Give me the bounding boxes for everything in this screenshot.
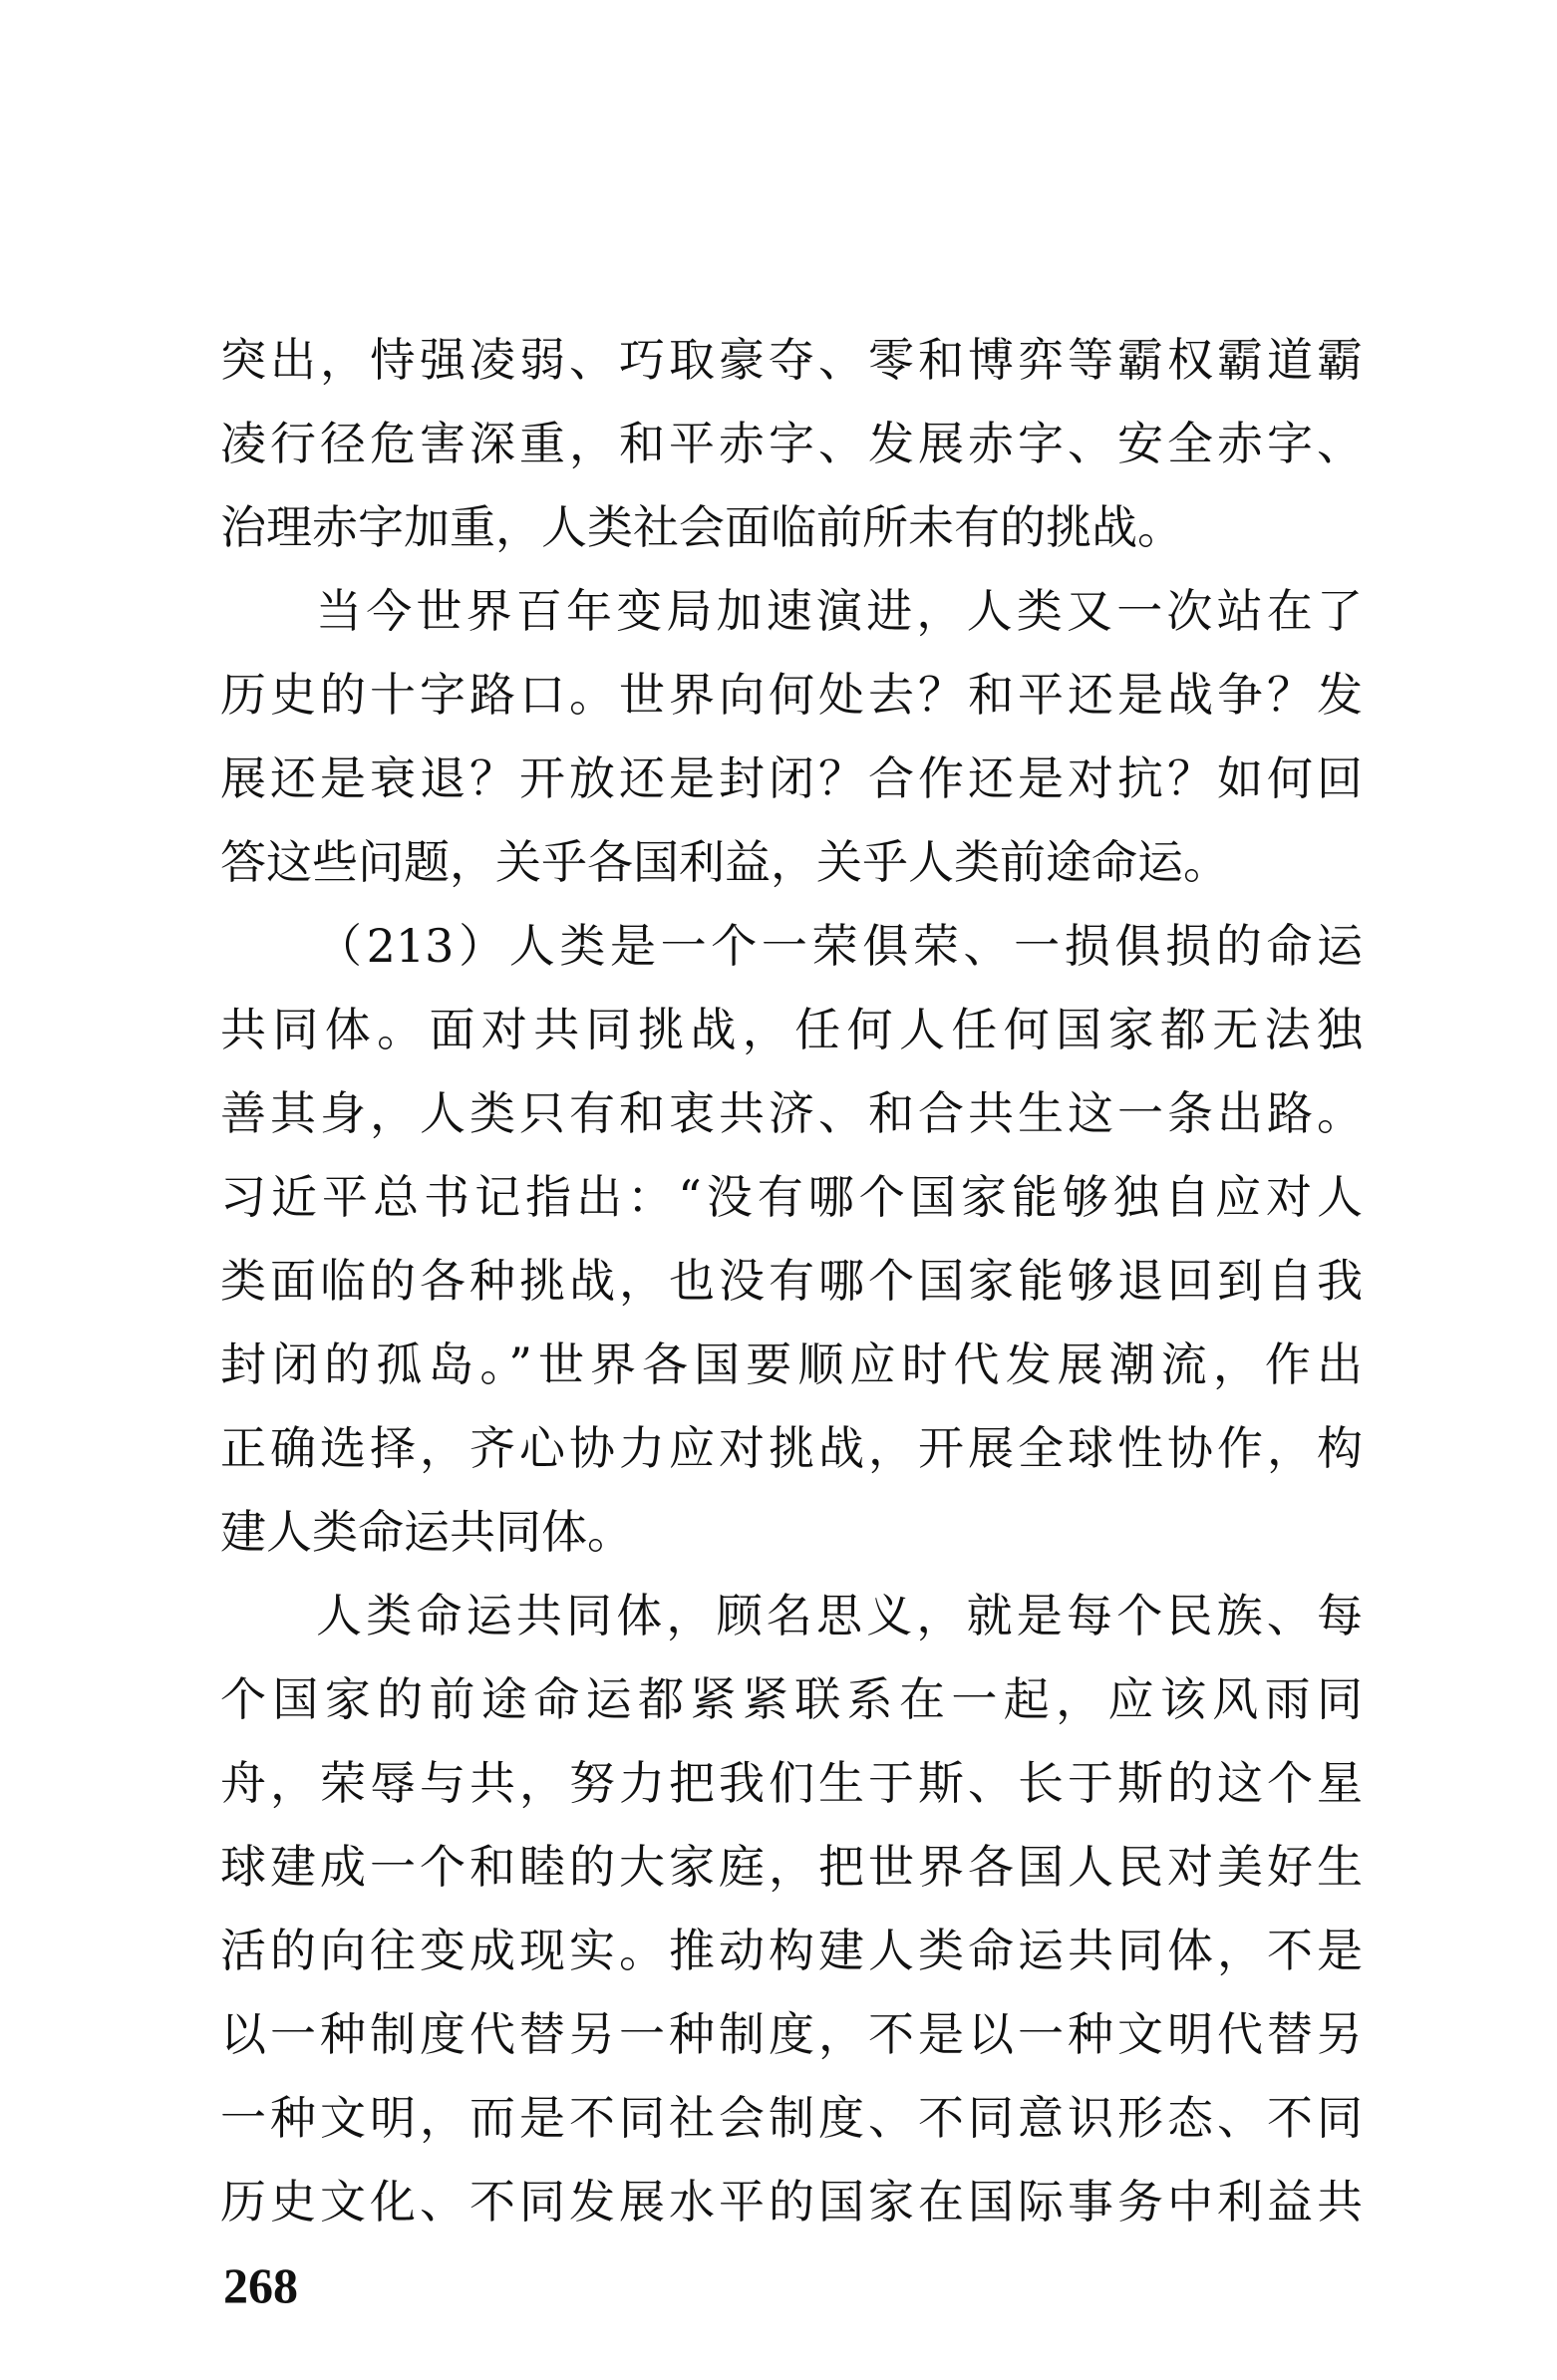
- paragraph: [220, 1574, 1363, 2243]
- body-text: [220, 318, 1363, 2243]
- text-line: 建人类命运共同体。: [220, 1505, 633, 1559]
- text-line: 展还是衰退？开放还是封闭？合作还是对抗？如何回: [220, 751, 1363, 805]
- text-line: 当今世界百年变局加速演进，人类又一次站在了: [316, 584, 1363, 638]
- paragraph: [220, 569, 1363, 904]
- page-number: 268: [223, 2257, 298, 2313]
- text-line: 凌行径危害深重，和平赤字、发展赤字、安全赤字、: [220, 417, 1363, 470]
- text-line: （213）人类是一个一荣俱荣、一损俱损的命运: [316, 919, 1363, 973]
- text-line: 类面临的各种挑战，也没有哪个国家能够退回到自我: [220, 1254, 1363, 1308]
- text-line: 突出，恃强凌弱、巧取豪夺、零和博弈等霸权霸道霸: [220, 333, 1363, 387]
- text-line: 治理赤字加重，人类社会面临前所未有的挑战。: [220, 500, 1183, 554]
- text-line: 人类命运共同体，顾名思义，就是每个民族、每: [316, 1589, 1363, 1642]
- text-line: 共同体。面对共同挑战，任何人任何国家都无法独: [220, 1003, 1363, 1056]
- text-line: 封闭的孤岛。”世界各国要顺应时代发展潮流，作出: [220, 1338, 1363, 1391]
- text-line: 习近平总书记指出：“没有哪个国家能够独自应对人: [220, 1170, 1363, 1224]
- text-line: 个国家的前途命运都紧紧联系在一起，应该风雨同: [220, 1672, 1363, 1726]
- paragraph-numbered: [220, 904, 1363, 1574]
- text-line: 历史文化、不同发展水平的国家在国际事务中利益共: [220, 2175, 1363, 2229]
- text-line: 一种文明，而是不同社会制度、不同意识形态、不同: [220, 2091, 1363, 2145]
- text-line: 答这些问题，关乎各国利益，关乎人类前途命运。: [220, 835, 1229, 889]
- text-line: 舟，荣辱与共，努力把我们生于斯、长于斯的这个星: [220, 1756, 1363, 1810]
- text-line: 正确选择，齐心协力应对挑战，开展全球性协作，构: [220, 1421, 1363, 1475]
- text-line: 善其身，人类只有和衷共济、和合共生这一条出路。: [220, 1086, 1363, 1140]
- paragraph-continued: [220, 318, 1363, 569]
- text-line: 历史的十字路口。世界向何处去？和平还是战争？发: [220, 668, 1363, 722]
- text-line: 以一种制度代替另一种制度，不是以一种文明代替另: [220, 2007, 1363, 2061]
- text-line: 球建成一个和睦的大家庭，把世界各国人民对美好生: [220, 1840, 1363, 1894]
- text-line: 活的向往变成现实。推动构建人类命运共同体，不是: [220, 1924, 1363, 1977]
